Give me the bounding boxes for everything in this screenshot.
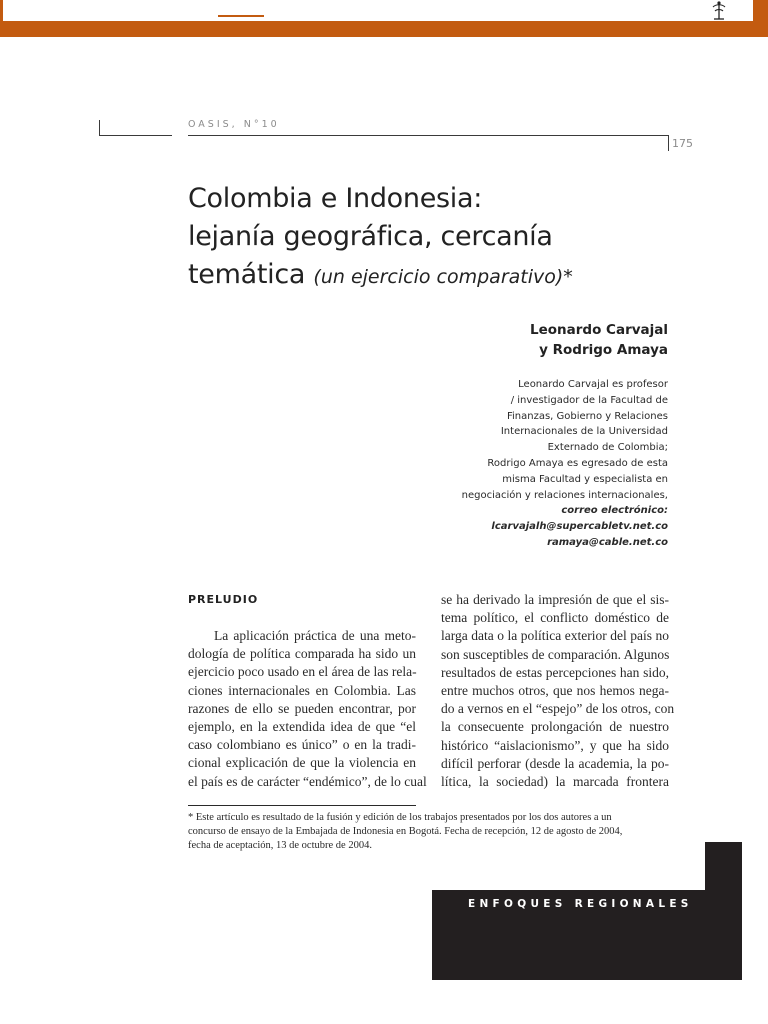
article-authors — [530, 320, 668, 360]
body-line: lítica, la sociedad) la marcada frontera — [441, 774, 669, 790]
footnote-line: * Este artículo es resultado de la fusión y edición de los trabajos presentados por los dos autores a un — [188, 812, 612, 823]
bio-line: Finanzas, Gobierno y Relaciones — [506, 410, 668, 422]
section-tab-label: ENFOQUES REGIONALES — [468, 898, 693, 910]
title-line: lejanía geográfica, cercanía — [188, 221, 553, 252]
journal-rule-left — [99, 120, 172, 136]
body-line: la consecuente prolongación de nuestro — [441, 719, 669, 735]
body-line: ciones internacionales en Colombia. Las — [188, 682, 416, 698]
journal-rule-right — [188, 135, 669, 151]
body-line: La aplicación práctica de una meto- — [214, 628, 416, 643]
footnote-line: fecha de aceptación, 13 de octubre de 2004. — [188, 840, 372, 852]
email-label: correo electrónico: — [561, 505, 668, 517]
body-line: se ha derivado la impresión de que el sis- — [441, 592, 669, 607]
footnote — [188, 811, 670, 854]
body-line: difícil perforar (desde la academia, la po- — [441, 755, 669, 771]
publisher-emblem-icon — [709, 0, 729, 22]
body-line: el país es de carácter “endémico”, de lo cual — [188, 773, 427, 789]
bio-line: Internacionales de la Universidad — [500, 426, 668, 438]
body-column-left — [188, 627, 427, 791]
body-line: caso colombiano es único” o en la tradi- — [188, 737, 416, 753]
author-line: Leonardo Carvajal — [530, 322, 668, 338]
body-line: cional explicación de que la violencia en — [188, 755, 416, 771]
bio-line: Externado de Colombia; — [547, 442, 668, 454]
body-line: histórico “aislacionismo”, y que ha sido — [441, 737, 669, 753]
bio-line: Leonardo Carvajal es profesor — [518, 379, 668, 390]
author-email[interactable]: ramaya@cable.net.co — [547, 536, 668, 548]
page-number: 175 — [672, 137, 693, 150]
top-accent-underline — [218, 15, 264, 17]
footnote-line: concurso de ensayo de la Embajada de Indonesia en Bogotá. Fecha de recepción, 12 de agosto de 2004, — [188, 826, 623, 838]
body-line: dología de política comparada ha sido un — [188, 646, 416, 662]
top-color-band — [0, 0, 768, 37]
body-line: resultados de estas percepciones han sido, — [441, 664, 669, 680]
body-line: entre muchos otros, que nos hemos nega- — [441, 683, 669, 699]
title-line-text: temática — [188, 259, 306, 290]
top-white-strip — [3, 0, 753, 21]
body-column-right — [441, 591, 675, 791]
bio-line: / investigador de la Facultad de — [510, 394, 668, 406]
footnote-divider — [188, 805, 416, 806]
article-title — [188, 180, 668, 296]
author-email[interactable]: lcarvajalh@supercabletv.net.co — [491, 521, 668, 533]
title-line: Colombia e Indonesia: — [188, 183, 483, 214]
body-line: razones de ello se pueden encontrar, por — [188, 700, 416, 716]
body-line: son susceptibles de comparación. Algunos — [441, 646, 670, 662]
bio-line: negociación y relaciones internacionales, — [461, 489, 668, 501]
body-line: ejemplo, en la extendida idea de que “el — [188, 719, 416, 735]
body-line: tema político, el conflicto doméstico de — [441, 610, 669, 626]
article-subtitle: (un ejercicio comparativo)* — [313, 266, 573, 288]
bio-line: misma Facultad y especialista en — [502, 473, 668, 485]
bio-line: Rodrigo Amaya es egresado de esta — [487, 457, 668, 469]
body-line: do a vernos en el “espejo” de los otros, con — [441, 701, 675, 717]
section-heading: PRELUDIO — [188, 593, 259, 606]
author-line: y Rodrigo Amaya — [539, 342, 668, 358]
title-line — [188, 256, 668, 296]
body-line: ejercicio poco usado en el área de las rela- — [188, 664, 417, 680]
body-line: larga data o la política exterior del país no — [441, 628, 669, 644]
journal-name: OASIS, N°10 — [188, 119, 280, 130]
author-bio — [368, 377, 668, 551]
